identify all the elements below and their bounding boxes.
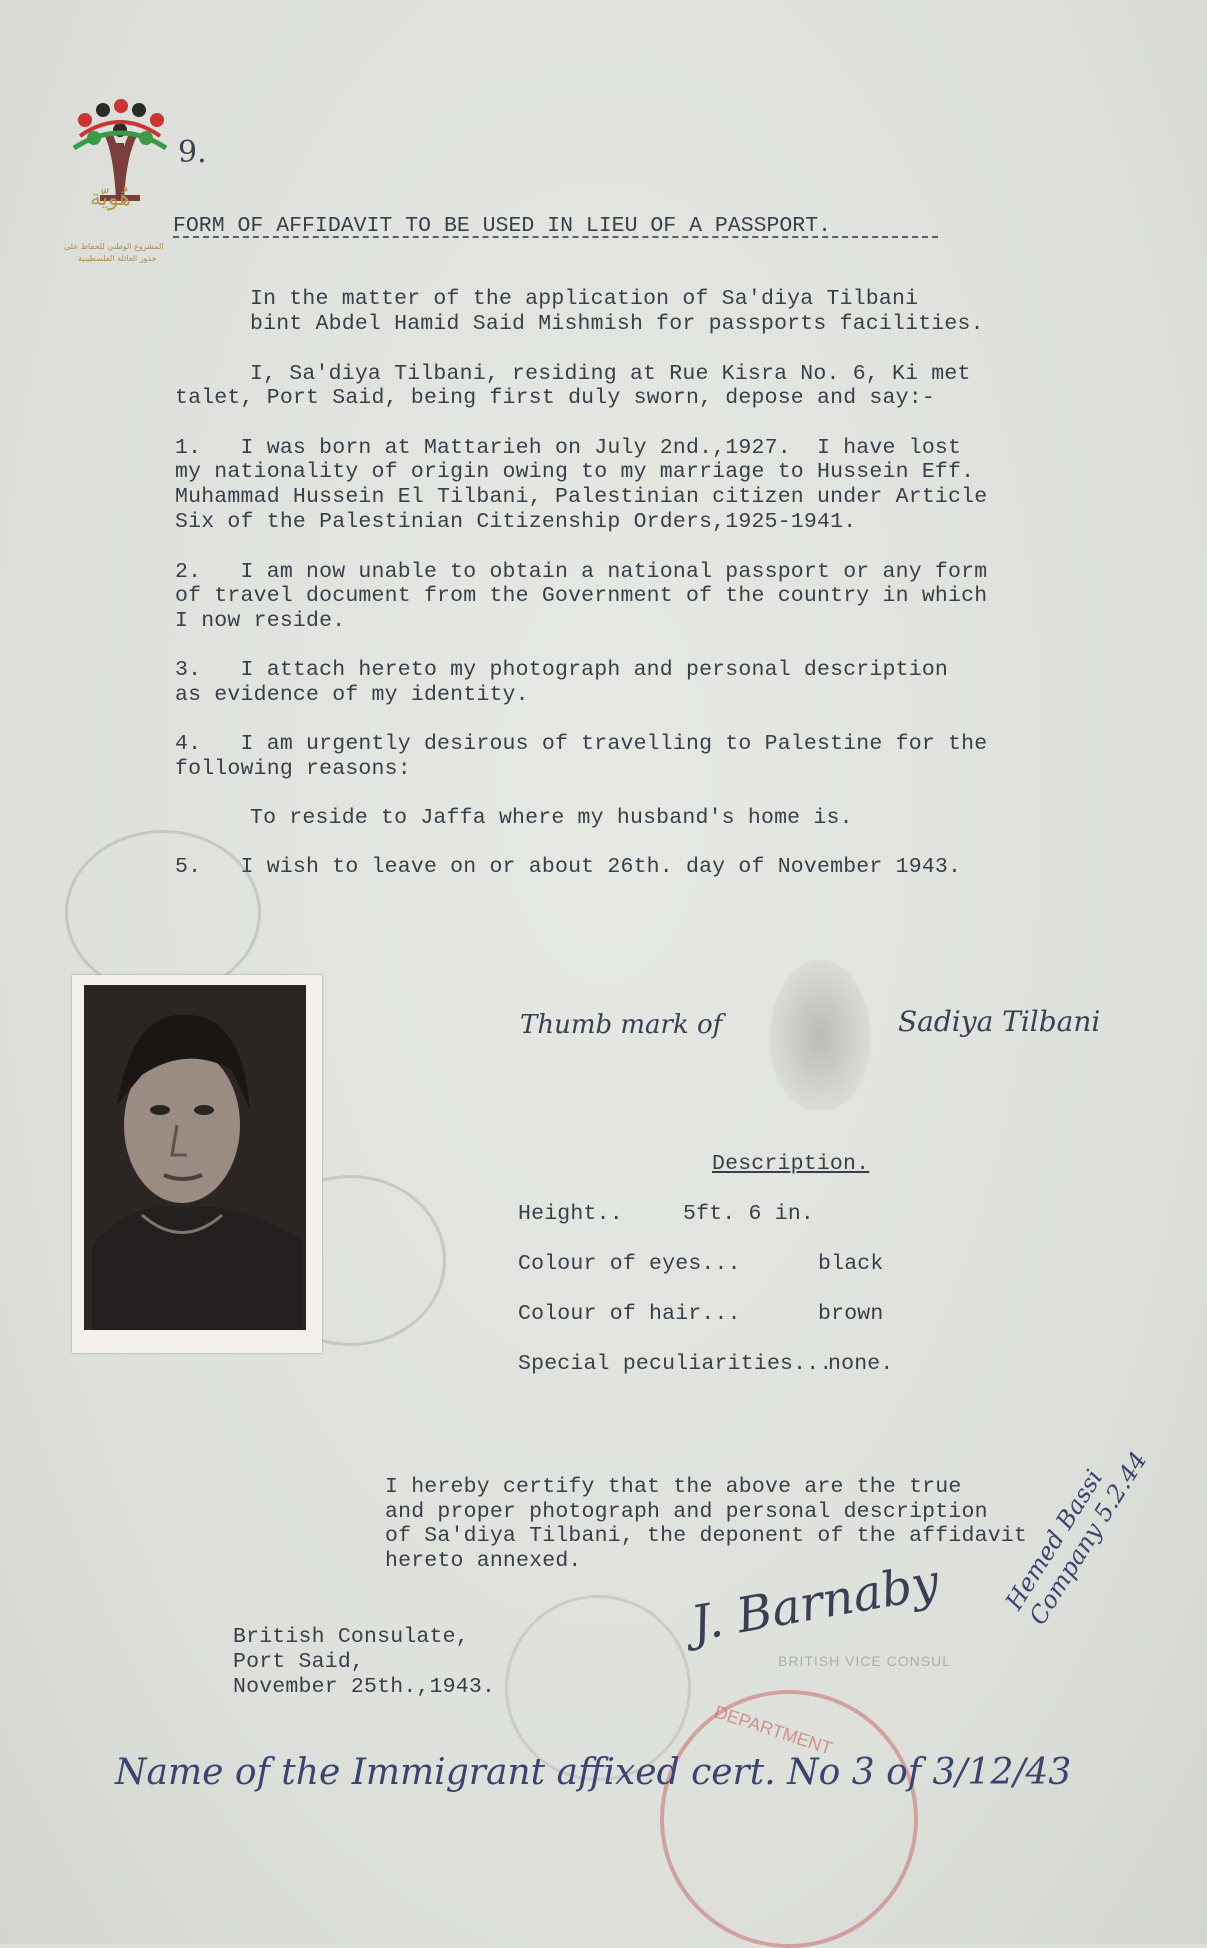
intro-line-2: talet, Port Said, being first duly sworn, depose and say:-: [175, 386, 935, 410]
height-value: 5ft. 6 in.: [683, 1202, 815, 1226]
reason-line: To reside to Jaffa where my husband's home is.: [250, 806, 853, 830]
item2-line-3: I now reside.: [175, 609, 346, 633]
item1-line-4: Six of the Palestinian Citizenship Orders,1925-1941.: [175, 510, 857, 534]
vice-consul-stamp: BRITISH VICE CONSUL: [778, 1653, 952, 1669]
item1-line-1: 1. I was born at Mattarieh on July 2nd.,1927. I have lost: [175, 436, 962, 460]
item1-line-3: Muhammad Hussein El Tilbani, Palestinian citizen under Article: [175, 485, 988, 509]
item1-line-2: my nationality of origin owing to my marriage to Hussein Eff.: [175, 460, 975, 484]
certify-line-2: and proper photograph and personal description: [385, 1500, 988, 1524]
item3-line-1: 3. I attach hereto my photograph and personal description: [175, 658, 949, 682]
height-label: Height..: [518, 1202, 623, 1226]
department-stamp-text: DEPARTMENT: [712, 1701, 835, 1759]
matter-line-1: In the matter of the application of Sa'diya Tilbani: [250, 287, 919, 311]
certify-line-4: hereto annexed.: [385, 1549, 582, 1573]
item4-line-2: following reasons:: [175, 757, 411, 781]
logo-tagline-2: جذور العائلة الفلسطينية: [78, 254, 157, 263]
item2-line-2: of travel document from the Government of the country in which: [175, 584, 988, 608]
item3-line-2: as evidence of my identity.: [175, 683, 529, 707]
intro-line-1: I, Sa'diya Tilbani, residing at Rue Kisra No. 6, Ki met: [250, 362, 971, 386]
family-tree-logo-icon: [60, 48, 180, 218]
description-title: Description.: [712, 1152, 870, 1176]
hair-label: Colour of hair...: [518, 1302, 741, 1326]
item2-line-1: 2. I am now unable to obtain a national passport or any form: [175, 560, 988, 584]
page-mark: 9.: [178, 135, 207, 170]
eyes-value: black: [818, 1252, 884, 1276]
page-title: FORM OF AFFIDAVIT TO BE USED IN LIEU OF A PASSPORT.: [173, 214, 832, 238]
consulate-stamp-top: [65, 830, 261, 996]
special-value: none.: [828, 1352, 894, 1376]
deponent-signature: Sadiya Tilbani: [898, 1005, 1101, 1038]
deponent-photograph: [72, 975, 322, 1353]
matter-line-2: bint Abdel Hamid Said Mishmish for passports facilities.: [250, 312, 984, 336]
margin-note: Hemed Bassi Company 5.2.44: [1000, 1446, 1153, 1630]
hair-value: brown: [818, 1302, 884, 1326]
place-line-3: November 25th.,1943.: [233, 1675, 496, 1699]
special-label: Special peculiarities...: [518, 1352, 833, 1376]
eyes-label: Colour of eyes...: [518, 1252, 741, 1276]
place-line-2: Port Said,: [233, 1650, 365, 1674]
certify-line-1: I hereby certify that the above are the true: [385, 1475, 962, 1499]
item5-line: 5. I wish to leave on or about 26th. day of November 1943.: [175, 855, 962, 879]
bottom-handwritten-note: Name of the Immigrant affixed cert. No 3 of 3/12/43: [115, 1752, 1072, 1793]
title-divider: [173, 236, 938, 238]
logo-tagline-1: المشروع الوطني للحفاظ على: [64, 242, 164, 251]
place-line-1: British Consulate,: [233, 1625, 469, 1649]
item4-line-1: 4. I am urgently desirous of travelling to Palestine for the: [175, 732, 988, 756]
certify-line-3: of Sa'diya Tilbani, the deponent of the affidavit: [385, 1524, 1028, 1548]
consul-signature: J. Barnaby: [687, 1553, 944, 1653]
logo-arabic-name: هُويّة: [90, 186, 131, 211]
thumbprint: [770, 960, 870, 1110]
thumb-mark-label: Thumb mark of: [520, 1010, 723, 1040]
